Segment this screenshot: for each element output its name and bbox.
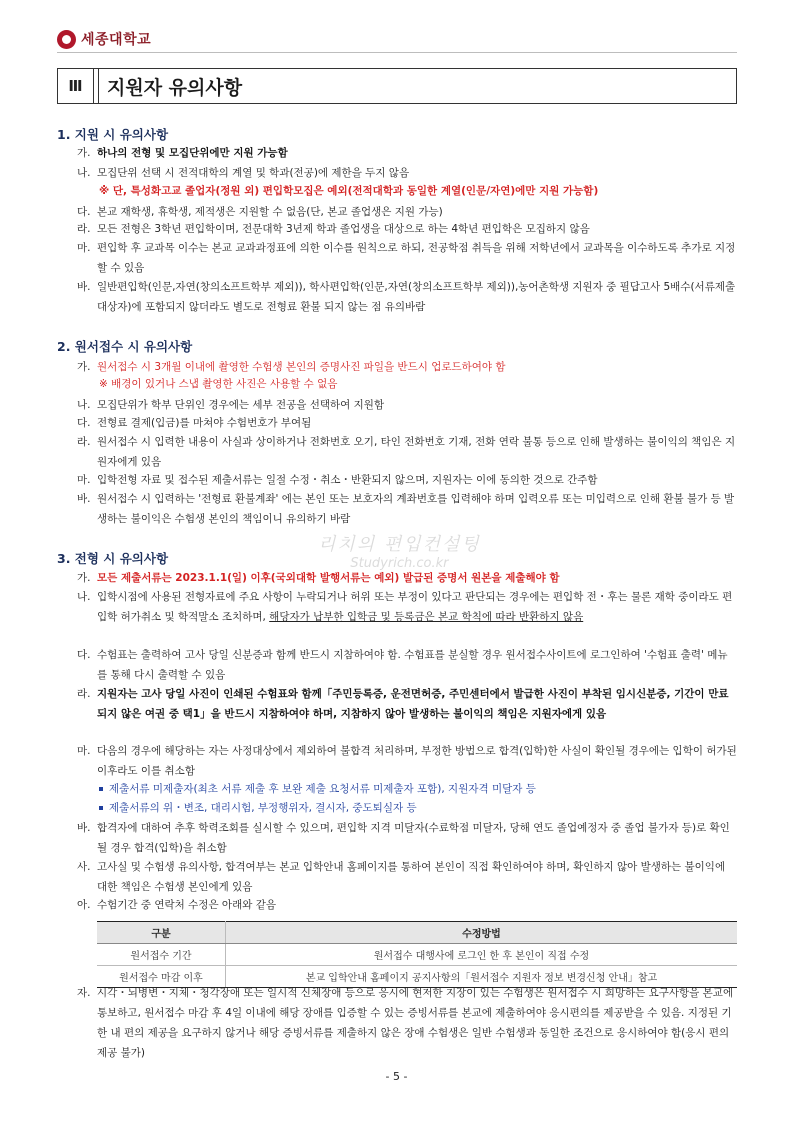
list-item: 다. 전형료 결제(입금)를 마쳐야 수험번호가 부여됨	[77, 417, 312, 429]
bullet-item: 제출서류 미제출자(최초 서류 제출 후 보완 제출 요청서류 미제출자 포함), 지원자격 미달자 등	[99, 779, 536, 799]
heading-2: 2. 원서접수 시 유의사항	[57, 339, 193, 354]
list-item: 라. 지원자는 고사 당일 사진이 인쇄된 수험표와 함께「주민등록증, 운전면허증, 주민센터에서 발급한 사진이 부착된 임시신분증, 기간이 만료되지 않은 여권 중 택1」을 반드시 지참하여야 하며, 지참하지 않아 발생하는 불이익의 책임은 지원자에게 있음	[77, 688, 729, 720]
bullet-square-icon	[99, 806, 103, 810]
list-item: 나. 모집단위 선택 시 전적대학의 계열 및 학과(전공)에 제한을 두지 않음	[77, 167, 410, 179]
list-item: 아. 수험기간 중 연락처 수정은 아래와 같음	[77, 899, 276, 911]
list-item: 다. 수험표는 출력하여 고사 당일 신분증과 함께 반드시 지참하여야 함. 수험표를 분실할 경우 원서접수사이트에 로그인하여 '수험표 출력' 메뉴를 통해 다시 출력할 수 있음	[77, 649, 728, 681]
list-item: 나. 입학시점에 사용된 전형자료에 주요 사항이 누락되거나 허위 또는 부정이 있다고 판단되는 경우에는 편입학 전・후는 물론 재학 중이라도 편입학 허가취소 및 학적말소 조치하며, 해당자가 납부한 입학금 및 등록금은 본교 학칙에 따라 반환하지 않음	[77, 591, 733, 623]
heading-1: 1. 지원 시 유의사항	[57, 127, 169, 142]
section-title-box	[57, 68, 737, 104]
list-item: 마. 입학전형 자료 및 접수된 제출서류는 일절 수정・취소・반환되지 않으며, 지원자는 이에 동의한 것으로 간주함	[77, 474, 598, 486]
table-cell: 원서접수 기간	[97, 944, 226, 966]
table-row	[97, 944, 737, 966]
list-item: 사. 고사실 및 수험생 유의사항, 합격여부는 본교 입학안내 홈페이지를 통하여 본인이 직접 확인하여야 하며, 확인하지 않아 발생하는 불이익에 대한 책임은 수험생 본인에게 있음	[77, 861, 726, 893]
contact-edit-table	[97, 921, 737, 988]
university-seal-icon	[57, 30, 76, 49]
list-item: 마. 다음의 경우에 해당하는 자는 사정대상에서 제외하여 불합격 처리하며, 부정한 방법으로 합격(입학)한 사실이 확인될 경우에는 입학이 허가된 이후라도 이를 취소함	[77, 745, 737, 777]
section-number: Ⅲ	[58, 69, 94, 103]
list-item: 마. 편입학 후 교과목 이수는 본교 교과과정표에 의한 이수를 원칙으로 하되, 전공학점 취득을 위해 저학년에서 교과목을 이수하도록 추가로 지정할 수 있음	[77, 242, 736, 274]
table-cell: 원서접수 마감 이후	[97, 966, 226, 988]
list-item: 바. 원서접수 시 입력하는 '전형료 환불계좌' 에는 본인 또는 보호자의 계좌번호를 입력해야 하며 입력오류 또는 미입력으로 인해 환불 불가 등 발생하는 불이익은 수험생 본인의 책임이니 유의하기 바람	[77, 493, 735, 525]
bullet-square-icon	[99, 787, 103, 791]
table-header-row	[97, 922, 737, 944]
header-divider	[57, 52, 737, 53]
list-item: 나. 모집단위가 학부 단위인 경우에는 세부 전공을 선택하여 지원함	[77, 399, 385, 411]
list-item: 라. 모든 전형은 3학년 편입학이며, 전문대학 3년제 학과 졸업생을 대상으로 하는 4학년 편입학은 모집하지 않음	[77, 223, 590, 235]
table-cell: 원서접수 대행사에 로그인 한 후 본인이 직접 수정	[226, 944, 738, 966]
list-item: 다. 본교 재학생, 휴학생, 제적생은 지원할 수 없음(단, 본교 졸업생은 지원 가능)	[77, 206, 443, 218]
watermark: 리치의 편입컨설팅 Studyrich.co.kr	[318, 534, 481, 571]
list-item: 바. 일반편입학(인문,자연(창의소프트학부 제외)), 학사편입학(인문,자연(창의소프트학부 제외)),농어촌학생 지원자 중 필답고사 5배수(서류제출 대상자)에 포함되지 않더라도 별도로 전형료 환불 되지 않는 점 유의바람	[77, 281, 736, 313]
heading-3: 3. 전형 시 유의사항	[57, 551, 169, 566]
page-number: - 5 -	[385, 1070, 408, 1083]
list-item: 가. 하나의 전형 및 모집단위에만 지원 가능함	[77, 147, 288, 159]
bullet-item: 제출서류의 위・변조, 대리시험, 부정행위자, 결시자, 중도퇴실자 등	[99, 798, 417, 818]
note-red: ※ 배경이 있거나 스냅 촬영한 사진은 사용할 수 없음	[99, 378, 338, 390]
list-item: 바. 합격자에 대하여 추후 학력조회를 실시할 수 있으며, 편입학 지격 미달자(수료학점 미달자, 당해 연도 졸업예정자 중 졸업 불가자 등)로 확인될 경우 합격(입학)을 취소함	[77, 822, 730, 854]
list-item: 가. 원서접수 시 3개월 이내에 촬영한 수험생 본인의 증명사진 파일을 반드시 업로드하여야 함	[77, 361, 506, 373]
table-header: 수정방법	[226, 922, 738, 944]
list-item: 라. 원서접수 시 입력한 내용이 사실과 상이하거나 전화번호 오기, 타인 전화번호 기재, 전화 연락 불통 등으로 인해 발생하는 불이익의 책임은 지원자에게 있음	[77, 436, 736, 468]
table-header: 구분	[97, 922, 226, 944]
logo-text: 세종대학교	[81, 32, 152, 48]
note-red: ※ 단, 특성화고교 졸업자(정원 외) 편입학모집은 예외(전적대학과 동일한 계열(인문/자연)에만 지원 가능함)	[99, 185, 599, 197]
list-item: 가. 모든 제출서류는 2023.1.1(일) 이후(국외대학 발행서류는 예외) 발급된 증명서 원본을 제출해야 함	[77, 572, 560, 584]
list-item: 자. 시각・뇌병변・지체・청각장애 또는 일시적 신체장애 등으로 응시에 현저한 지장이 있는 수험생은 원서접수 시 희망하는 요구사항을 본교에 통보하고, 원서접수 마감 후 4일 이내에 해당 장애를 입증할 수 있는 증빙서류를 본교에 제출하여야 응시편의를 제공받을 수 있음. 지정된 기한 내 편의 제공을 요구하지 않거나 해당 증빙서류를 제출하지 않은 장애 수험생은 일반 수험생과 동일한 조건으로 응시하여야 함(응시 편의 제공 불가)	[77, 987, 734, 1059]
university-logo	[57, 29, 151, 49]
table-cell: 본교 입학안내 홈페이지 공지사항의「원서접수 지원자 정보 변경신청 안내」참고	[226, 966, 738, 988]
section-title: 지원자 유의사항	[107, 76, 243, 99]
